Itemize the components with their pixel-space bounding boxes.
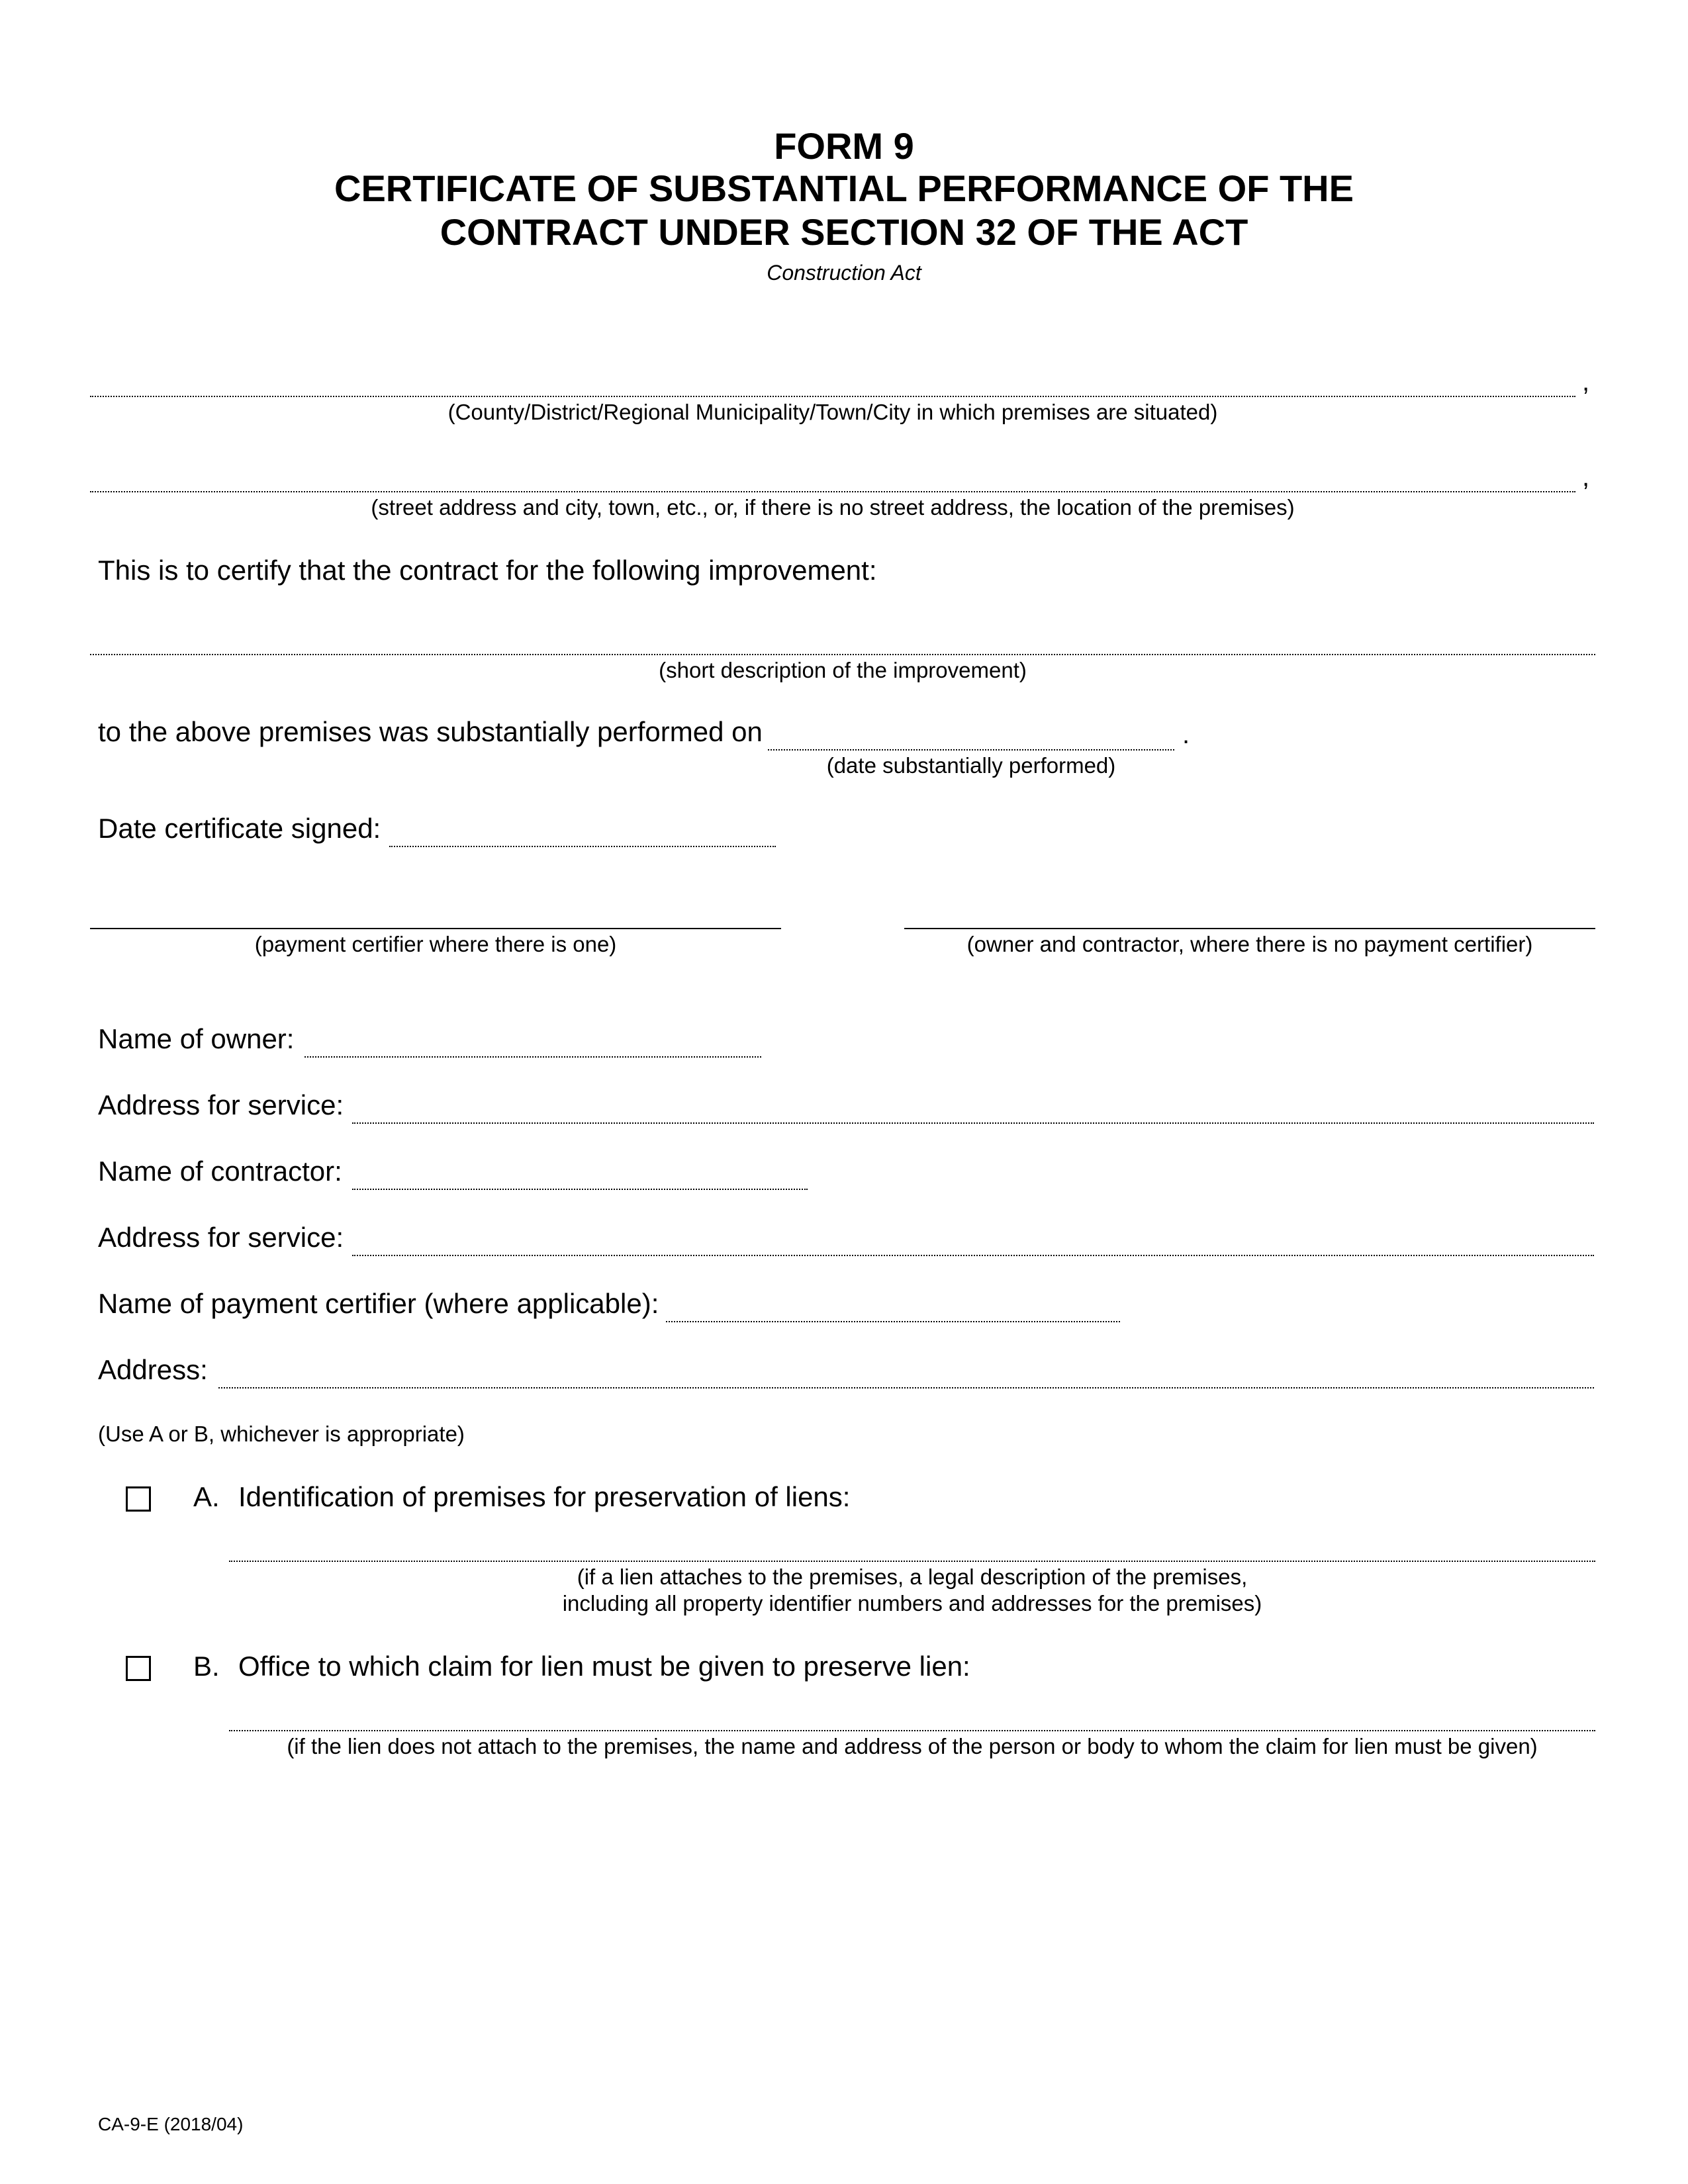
street-address-input[interactable] (90, 491, 1575, 492)
contractor-address-input[interactable] (352, 1255, 1594, 1256)
improvement-caption: (short description of the improvement) (659, 658, 1027, 682)
option-b-checkbox[interactable] (126, 1656, 151, 1681)
date-signed-input[interactable] (389, 846, 776, 847)
performed-statement: to the above premises was substantially performed on (98, 716, 763, 747)
performed-period: . (1182, 720, 1190, 749)
payment-certifier-signature-line[interactable] (90, 928, 781, 929)
form-title-line1: CERTIFICATE OF SUBSTANTIAL PERFORMANCE OF THE (334, 167, 1354, 209)
date-performed-caption: (date substantially performed) (826, 753, 1116, 778)
municipality-input[interactable] (90, 396, 1575, 397)
form-number: FORM 9 (774, 125, 914, 167)
payment-certifier-address-label: Address: (98, 1354, 208, 1385)
option-a-checkbox[interactable] (126, 1486, 151, 1512)
option-a-label: Identification of premises for preservation of liens: (238, 1481, 851, 1512)
option-b-caption: (if the lien does not attach to the premises, the name and address of the person or body to whom the claim for lien must be given) (287, 1734, 1538, 1758)
certify-statement: This is to certify that the contract for the following improvement: (98, 555, 877, 586)
owner-address-input[interactable] (352, 1122, 1594, 1124)
option-a-letter: A. (193, 1481, 220, 1512)
date-performed-input[interactable] (768, 749, 1174, 751)
form-title-line2: CONTRACT UNDER SECTION 32 OF THE ACT (440, 211, 1248, 253)
municipality-comma: , (1582, 367, 1590, 396)
option-a-description-input[interactable] (229, 1561, 1595, 1562)
date-signed-label: Date certificate signed: (98, 813, 381, 844)
act-name: Construction Act (767, 261, 921, 285)
option-a-caption-line2: including all property identifier numbers and addresses for the premises) (562, 1591, 1262, 1615)
municipality-caption: (County/District/Regional Municipality/Town/City in which premises are situated) (447, 400, 1218, 424)
owner-contractor-caption: (owner and contractor, where there is no payment certifier) (966, 932, 1533, 956)
street-address-comma: , (1582, 463, 1590, 492)
name-of-owner-label: Name of owner: (98, 1023, 295, 1054)
payment-certifier-name-label: Name of payment certifier (where applicable): (98, 1288, 659, 1319)
form-code: CA-9-E (2018/04) (98, 2114, 244, 2134)
option-b-label: Office to which claim for lien must be given to preserve lien: (238, 1651, 970, 1682)
name-of-contractor-label: Name of contractor: (98, 1156, 342, 1187)
owner-address-label: Address for service: (98, 1089, 344, 1120)
payment-certifier-address-input[interactable] (218, 1387, 1594, 1388)
option-b-letter: B. (193, 1651, 220, 1682)
contractor-address-label: Address for service: (98, 1222, 344, 1253)
name-of-contractor-input[interactable] (352, 1189, 808, 1190)
option-instruction: (Use A or B, whichever is appropriate) (98, 1422, 465, 1446)
name-of-owner-input[interactable] (305, 1056, 761, 1058)
owner-contractor-signature-line[interactable] (904, 928, 1595, 929)
street-address-caption: (street address and city, town, etc., or, if there is no street address, the location of the premises) (371, 495, 1295, 520)
option-a-caption-line1: (if a lien attaches to the premises, a legal description of the premises, (577, 1565, 1248, 1589)
option-b-description-input[interactable] (229, 1730, 1595, 1731)
payment-certifier-caption: (payment certifier where there is one) (254, 932, 617, 956)
improvement-description-input[interactable] (90, 654, 1595, 655)
payment-certifier-name-input[interactable] (666, 1321, 1120, 1322)
